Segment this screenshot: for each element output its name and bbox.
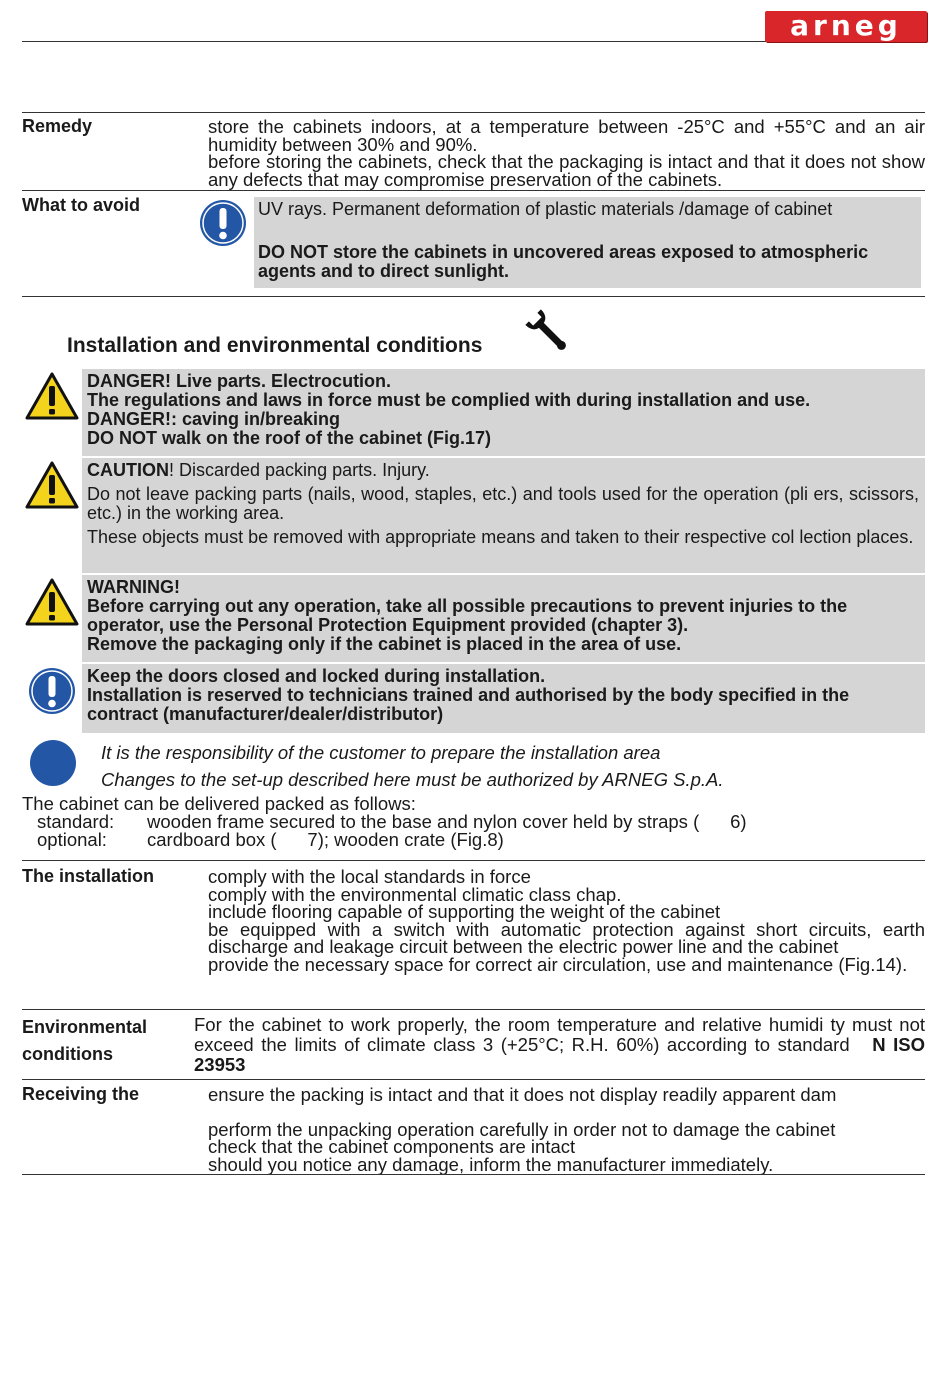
receiving-line: check that the cabinet components are intact [208, 1136, 576, 1157]
info-dot-icon [29, 739, 77, 787]
mandatory-notice-icon [28, 667, 76, 715]
notice-line: Keep the doors closed and locked during installation. [87, 666, 546, 686]
warning-line: Before carrying out any operation, take all possible precautions to prevent injuries to the operator, use the Personal Protection Equipment provided (chapter 3). [87, 596, 848, 635]
table-rule [22, 860, 925, 861]
table-rule [22, 112, 925, 113]
caution-paragraph: Do not leave packing parts (nails, wood, staples, etc.) and tools used for the operation (pli ers, scissors, etc.) in the working area. [87, 484, 919, 523]
installation-line: be equipped with a switch with automatic protection against short circuits, earth discharge and leakage circuit between the electric power line and the cabinet [208, 918, 925, 957]
danger-line: DANGER! Live parts. Electrocution. [87, 371, 392, 391]
installation-label: The installation [22, 866, 155, 886]
avoid-label: What to avoid [22, 195, 140, 215]
receiving-line: perform the unpacking operation carefully in order not to damage the cabinet [208, 1118, 836, 1140]
delivery-optional-label: optional: [37, 829, 107, 850]
danger-line: DO NOT walk on the roof of the cabinet (Fig.17) [87, 428, 492, 448]
environment-label-line: conditions [22, 1044, 113, 1064]
environment-label [22, 1014, 147, 1068]
notice-line: Installation is reserved to technicians trained and authorised by the body specified in the contract (manufacturer/dealer/distributor) [87, 685, 850, 724]
installation-line: provide the necessary space for correct air circulation, use and maintenance (Fig.14). [208, 953, 908, 975]
header-rule [22, 41, 767, 42]
table-rule [22, 1009, 925, 1010]
remedy-label: Remedy [22, 116, 93, 136]
installation-list [208, 868, 925, 973]
remedy-text [208, 118, 925, 188]
warning-box [82, 575, 925, 662]
warning-line: Remove the packaging only if the cabinet is placed in the area of use. [87, 634, 682, 654]
delivery-intro: The cabinet can be delivered packed as follows: [22, 793, 416, 814]
arneg-logo: arneg [765, 11, 927, 42]
installation-line: comply with the local standards in force [208, 866, 531, 887]
caution-paragraph: These objects must be removed with appropriate means and taken to their respective col lection places. [87, 527, 914, 547]
installation-line: include flooring capable of supporting the weight of the cabinet [208, 901, 721, 922]
warning-line: WARNING! [87, 577, 180, 597]
table-rule [22, 1174, 925, 1175]
general-warning-icon [25, 578, 79, 626]
receiving-line: should you notice any damage, inform the manufacturer immediately. [208, 1153, 774, 1175]
receiving-label: Receiving the [22, 1084, 140, 1104]
section-title: Installation and environmental conditions [67, 334, 483, 357]
delivery-standard-text: wooden frame secured to the base and nylon cover held by straps ( 6) [147, 811, 747, 832]
receiving-list [208, 1086, 925, 1173]
notice-box [82, 664, 925, 733]
environment-standard: N ISO 23953 [194, 1034, 925, 1075]
caution-warning-icon [25, 461, 79, 509]
environment-paragraph: For the cabinet to work properly, the room temperature and relative humidi ty must not exceed the limits of climate class 3 (+25°C; R.H. 60%) according to standard [194, 1014, 925, 1055]
table-rule [22, 1079, 925, 1080]
danger-line: The regulations and laws in force must be complied with during installation and use. [87, 390, 811, 410]
danger-line: DANGER!: caving in/breaking [87, 409, 341, 429]
environment-label-line: Environmental [22, 1017, 148, 1037]
environment-text [194, 1015, 925, 1075]
delivery-standard-label: standard: [37, 811, 115, 832]
remedy-line: before storing the cabinets, check that the packaging is intact and that it does not show any defects that may compromise preservation of the cabinets. [208, 151, 925, 190]
caution-subtitle: ! Discarded packing parts. Injury. [169, 460, 430, 480]
danger-warning-icon [25, 372, 79, 420]
wrench-icon [522, 307, 574, 357]
caution-title: CAUTION [87, 460, 169, 480]
danger-box [82, 369, 925, 456]
caution-box [82, 458, 925, 573]
info-line: It is the responsibility of the customer to prepare the installation area [101, 742, 661, 763]
installation-line: comply with the environmental climatic class chap. [208, 883, 622, 905]
remedy-line: store the cabinets indoors, at a temperature between -25°C and +55°C and an air humidity between 30% and 90%. [208, 116, 925, 155]
table-rule [22, 296, 925, 297]
avoid-box [254, 197, 921, 288]
info-text [101, 739, 724, 793]
info-line: Changes to the set-up described here must be authorized by ARNEG S.p.A. [101, 769, 724, 790]
avoid-text: UV rays. Permanent deformation of plastic materials /damage of cabinet [258, 199, 833, 219]
table-rule [22, 190, 925, 191]
mandatory-notice-icon [199, 199, 247, 247]
receiving-line: ensure the packing is intact and that it does not display readily apparent dam [208, 1084, 837, 1105]
avoid-bold-text: DO NOT store the cabinets in uncovered areas exposed to atmospheric agents and to direct sunlight. [258, 242, 869, 281]
delivery-optional-text: cardboard box ( 7); wooden crate (Fig.8) [147, 829, 504, 850]
